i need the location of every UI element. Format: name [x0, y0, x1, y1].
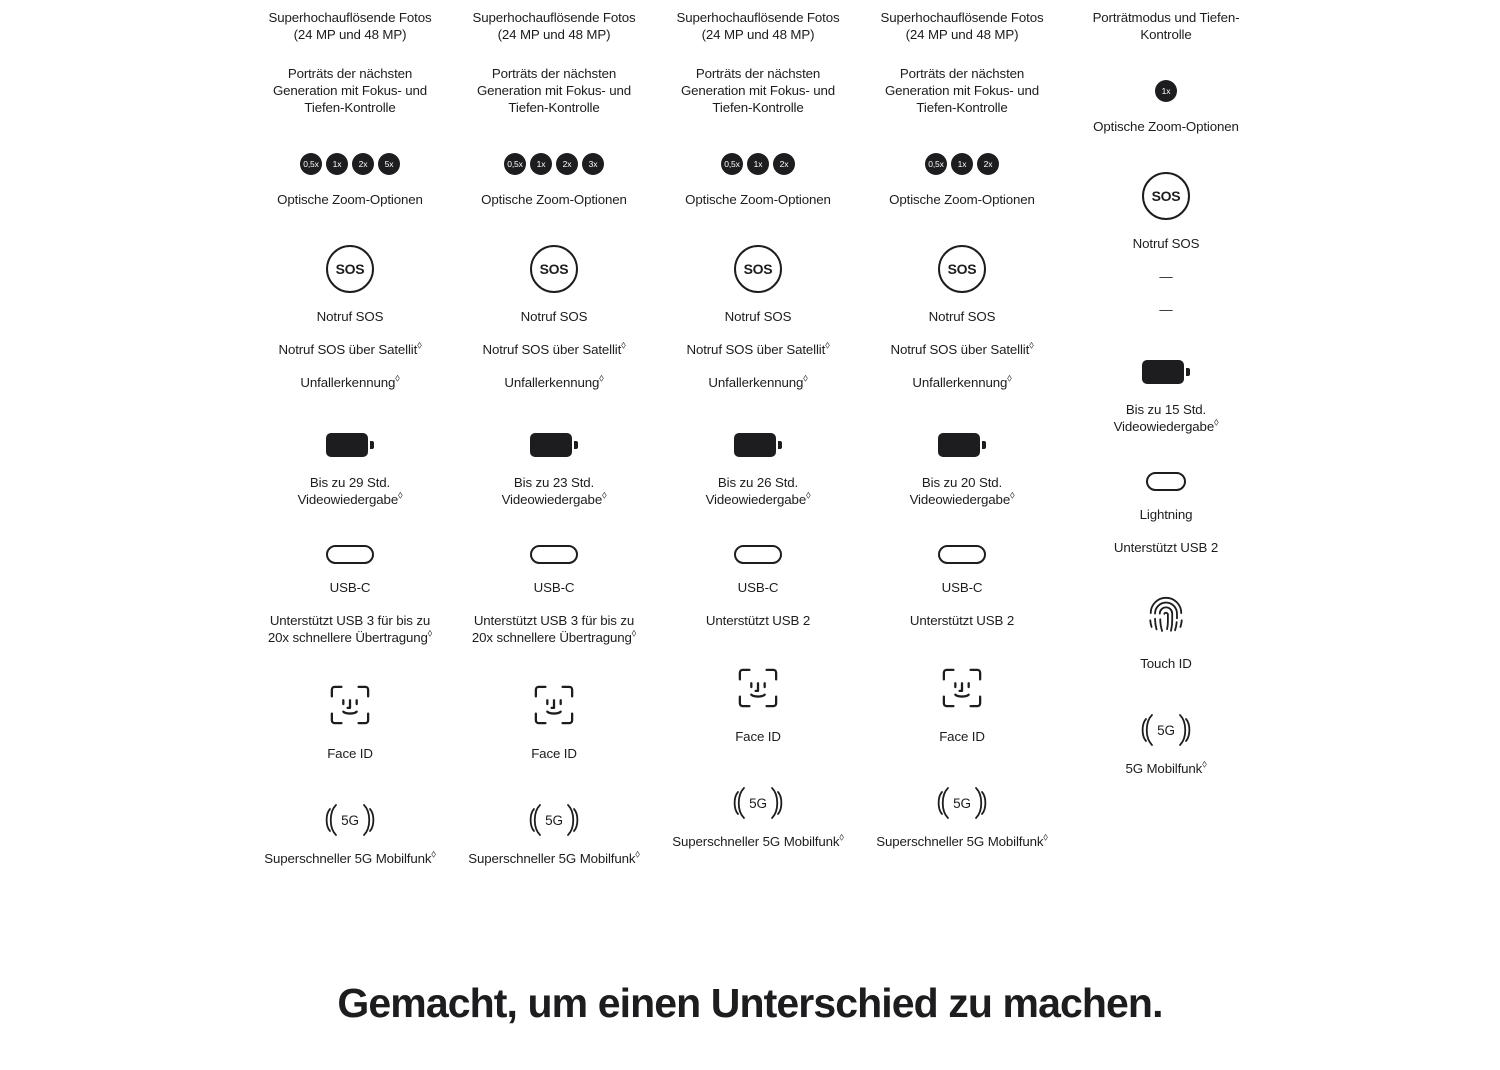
- zoom-pill: 2x: [556, 153, 578, 175]
- comparison-column: [656, 0, 860, 850]
- five-g-icon: [1139, 713, 1193, 747]
- zoom-options-block: [1064, 80, 1268, 135]
- zoom-pill: 1x: [951, 153, 973, 175]
- comparison-column: [248, 0, 452, 867]
- camera-feature-block: [860, 0, 1064, 116]
- zoom-options-block: [248, 153, 452, 208]
- camera-portrait-line: Porträts der nächsten Generation mit Fokus- und Tiefen-Kontrolle: [272, 66, 428, 115]
- connector-sub-line: Unterstützt USB 2: [909, 613, 1015, 628]
- camera-photo-line: Superhochauflösende Fotos (24 MP und 48 MP): [268, 10, 432, 42]
- camera-photo-line: Superhochauflösende Fotos (24 MP und 48 MP): [880, 10, 1044, 42]
- footnote-marker: ◊: [825, 340, 830, 351]
- zoom-pill: 0,5x: [721, 153, 743, 175]
- page-headline: Gemacht, um einen Unterschied zu machen.: [337, 980, 1163, 1026]
- biometric-block: [248, 684, 452, 762]
- battery-block: [248, 430, 452, 508]
- sos-icon: SOS: [530, 245, 578, 293]
- battery-caption: Bis zu 15 Std. Videowiedergabe◊: [1113, 402, 1219, 434]
- crash-detection-line: Unfallerkennung◊: [912, 373, 1012, 390]
- cellular-block: [248, 803, 452, 867]
- sos-caption: Notruf SOS: [724, 309, 792, 324]
- connector-block: [452, 545, 656, 646]
- connector-caption: USB-C: [329, 580, 371, 595]
- cellular-caption: Superschneller 5G Mobilfunk◊: [468, 849, 640, 866]
- biometric-caption: Face ID: [939, 729, 985, 744]
- zoom-pill-group: [1155, 80, 1177, 102]
- footnote-marker: ◊: [1010, 490, 1015, 501]
- five-g-label: 5G: [1157, 722, 1175, 738]
- camera-portrait-line: Porträts der nächsten Generation mit Fokus- und Tiefen-Kontrolle: [476, 66, 632, 115]
- connector-block: [860, 545, 1064, 629]
- zoom-pill-group: [721, 153, 795, 175]
- footnote-marker: ◊: [431, 849, 436, 860]
- sos-caption: Notruf SOS: [520, 309, 588, 324]
- sos-icon: SOS: [938, 245, 986, 293]
- biometric-block: [860, 667, 1064, 745]
- emergency-sos-block: [452, 245, 656, 391]
- lightning-icon: [1146, 472, 1186, 491]
- camera-feature-block: [656, 0, 860, 116]
- cellular-block: [860, 786, 1064, 850]
- zoom-pill: 1x: [747, 153, 769, 175]
- camera-photo-line: Superhochauflösende Fotos (24 MP und 48 MP): [472, 10, 636, 42]
- sos-satellite-line: Notruf SOS über Satellit◊: [482, 340, 626, 357]
- face-id-icon: [737, 667, 779, 714]
- zoom-caption: Optische Zoom-Optionen: [277, 192, 423, 207]
- battery-block: [860, 430, 1064, 508]
- crash-detection-line: Unfallerkennung◊: [708, 373, 808, 390]
- crash-detection-line: —: [1159, 302, 1173, 317]
- zoom-options-block: [860, 153, 1064, 208]
- sos-satellite-line: —: [1159, 269, 1173, 284]
- cellular-block: [656, 786, 860, 850]
- connector-caption: USB-C: [533, 580, 575, 595]
- footnote-marker: ◊: [395, 373, 400, 384]
- five-g-icon: [731, 786, 785, 820]
- five-g-label: 5G: [953, 795, 971, 811]
- sos-satellite-line: Notruf SOS über Satellit◊: [278, 340, 422, 357]
- connector-sub-line: Unterstützt USB 2: [1113, 540, 1219, 555]
- footnote-marker: ◊: [621, 340, 626, 351]
- zoom-options-block: [656, 153, 860, 208]
- usb-c-icon: [734, 545, 782, 564]
- cellular-caption: Superschneller 5G Mobilfunk◊: [876, 832, 1048, 849]
- cellular-caption: Superschneller 5G Mobilfunk◊: [264, 849, 436, 866]
- five-g-label: 5G: [341, 812, 359, 828]
- zoom-pill: 1x: [530, 153, 552, 175]
- usb-c-icon: [326, 545, 374, 564]
- zoom-pill: 5x: [378, 153, 400, 175]
- zoom-pill: 2x: [773, 153, 795, 175]
- face-id-icon: [941, 667, 983, 714]
- camera-photo-line: Superhochauflösende Fotos (24 MP und 48 MP): [676, 10, 840, 42]
- connector-sub-line: Unterstützt USB 2: [705, 613, 811, 628]
- battery-block: [656, 430, 860, 508]
- battery-caption: Bis zu 26 Std. Videowiedergabe◊: [705, 475, 811, 507]
- touch-id-icon: [1145, 594, 1187, 641]
- five-g-icon: [323, 803, 377, 837]
- biometric-caption: Face ID: [531, 746, 577, 761]
- comparison-column: [860, 0, 1064, 850]
- comparison-column: [452, 0, 656, 867]
- zoom-pill: 0,5x: [300, 153, 322, 175]
- footnote-marker: ◊: [599, 373, 604, 384]
- zoom-pill: 0,5x: [504, 153, 526, 175]
- biometric-caption: Face ID: [327, 746, 373, 761]
- zoom-options-block: [452, 153, 656, 208]
- emergency-sos-block: [248, 245, 452, 391]
- five-g-icon: [527, 803, 581, 837]
- emergency-sos-block: [656, 245, 860, 391]
- crash-detection-line: Unfallerkennung◊: [504, 373, 604, 390]
- emergency-sos-block: [860, 245, 1064, 391]
- zoom-pill: 1x: [326, 153, 348, 175]
- footnote-marker: ◊: [1043, 832, 1048, 843]
- battery-block: [1064, 357, 1268, 435]
- sos-caption: Notruf SOS: [316, 309, 384, 324]
- five-g-label: 5G: [749, 795, 767, 811]
- sos-caption: Notruf SOS: [1132, 236, 1200, 251]
- footnote-marker: ◊: [806, 490, 811, 501]
- connector-caption: Lightning: [1139, 507, 1193, 522]
- usb-c-icon: [530, 545, 578, 564]
- biometric-caption: Touch ID: [1140, 656, 1192, 671]
- footnote-marker: ◊: [398, 490, 403, 501]
- camera-photo-line: Porträtmodus und Tiefen-Kontrolle: [1092, 10, 1240, 42]
- battery-icon: [326, 430, 374, 460]
- comparison-column: [1064, 0, 1268, 777]
- connector-sub-line: Unterstützt USB 3 für bis zu 20x schnellere Übertragung◊: [471, 613, 637, 645]
- battery-caption: Bis zu 29 Std. Videowiedergabe◊: [297, 475, 403, 507]
- zoom-pill-group: [925, 153, 999, 175]
- sos-satellite-line: Notruf SOS über Satellit◊: [686, 340, 830, 357]
- face-id-icon: [329, 684, 371, 731]
- five-g-label: 5G: [545, 812, 563, 828]
- battery-caption: Bis zu 23 Std. Videowiedergabe◊: [501, 475, 607, 507]
- footnote-marker: ◊: [1214, 417, 1219, 428]
- battery-block: [452, 430, 656, 508]
- battery-caption: Bis zu 20 Std. Videowiedergabe◊: [909, 475, 1015, 507]
- connector-block: [656, 545, 860, 629]
- footnote-marker: ◊: [1007, 373, 1012, 384]
- footnote-marker: ◊: [602, 490, 607, 501]
- cellular-block: [452, 803, 656, 867]
- connector-block: [1064, 472, 1268, 556]
- camera-portrait-line: Porträts der nächsten Generation mit Fokus- und Tiefen-Kontrolle: [680, 66, 836, 115]
- footnote-marker: ◊: [631, 628, 637, 639]
- footnote-marker: ◊: [427, 628, 433, 639]
- connector-caption: USB-C: [737, 580, 779, 595]
- biometric-block: [1064, 594, 1268, 672]
- cellular-caption: Superschneller 5G Mobilfunk◊: [672, 832, 844, 849]
- sos-satellite-line: Notruf SOS über Satellit◊: [890, 340, 1034, 357]
- biometric-block: [452, 684, 656, 762]
- sos-caption: Notruf SOS: [928, 309, 996, 324]
- camera-feature-block: [452, 0, 656, 116]
- five-g-icon: [935, 786, 989, 820]
- biometric-caption: Face ID: [735, 729, 781, 744]
- product-comparison-grid: [248, 0, 1270, 867]
- connector-caption: USB-C: [941, 580, 983, 595]
- footnote-marker: ◊: [1202, 759, 1207, 770]
- emergency-sos-block: [1064, 172, 1268, 318]
- cellular-block: [1064, 713, 1268, 777]
- footnote-marker: ◊: [839, 832, 844, 843]
- sos-icon: SOS: [734, 245, 782, 293]
- zoom-pill: 1x: [1155, 80, 1177, 102]
- battery-icon: [938, 430, 986, 460]
- footnote-marker: ◊: [803, 373, 808, 384]
- zoom-caption: Optische Zoom-Optionen: [1093, 119, 1239, 134]
- battery-icon: [734, 430, 782, 460]
- connector-block: [248, 545, 452, 646]
- zoom-pill-group: [300, 153, 400, 175]
- camera-portrait-line: Porträts der nächsten Generation mit Fokus- und Tiefen-Kontrolle: [884, 66, 1040, 115]
- zoom-caption: Optische Zoom-Optionen: [685, 192, 831, 207]
- crash-detection-line: Unfallerkennung◊: [300, 373, 400, 390]
- zoom-pill: 2x: [352, 153, 374, 175]
- battery-icon: [530, 430, 578, 460]
- biometric-block: [656, 667, 860, 745]
- footnote-marker: ◊: [417, 340, 422, 351]
- footnote-marker: ◊: [635, 849, 640, 860]
- footnote-marker: ◊: [1029, 340, 1034, 351]
- zoom-pill: 2x: [977, 153, 999, 175]
- camera-feature-block: [248, 0, 452, 116]
- zoom-pill-group: [504, 153, 604, 175]
- zoom-caption: Optische Zoom-Optionen: [481, 192, 627, 207]
- battery-icon: [1142, 357, 1190, 387]
- zoom-caption: Optische Zoom-Optionen: [889, 192, 1035, 207]
- connector-sub-line: Unterstützt USB 3 für bis zu 20x schnellere Übertragung◊: [267, 613, 433, 645]
- sos-icon: SOS: [1142, 172, 1190, 220]
- zoom-pill: 3x: [582, 153, 604, 175]
- camera-feature-block: [1064, 0, 1268, 43]
- zoom-pill: 0,5x: [925, 153, 947, 175]
- cellular-caption: 5G Mobilfunk◊: [1125, 759, 1207, 776]
- face-id-icon: [533, 684, 575, 731]
- sos-icon: SOS: [326, 245, 374, 293]
- usb-c-icon: [938, 545, 986, 564]
